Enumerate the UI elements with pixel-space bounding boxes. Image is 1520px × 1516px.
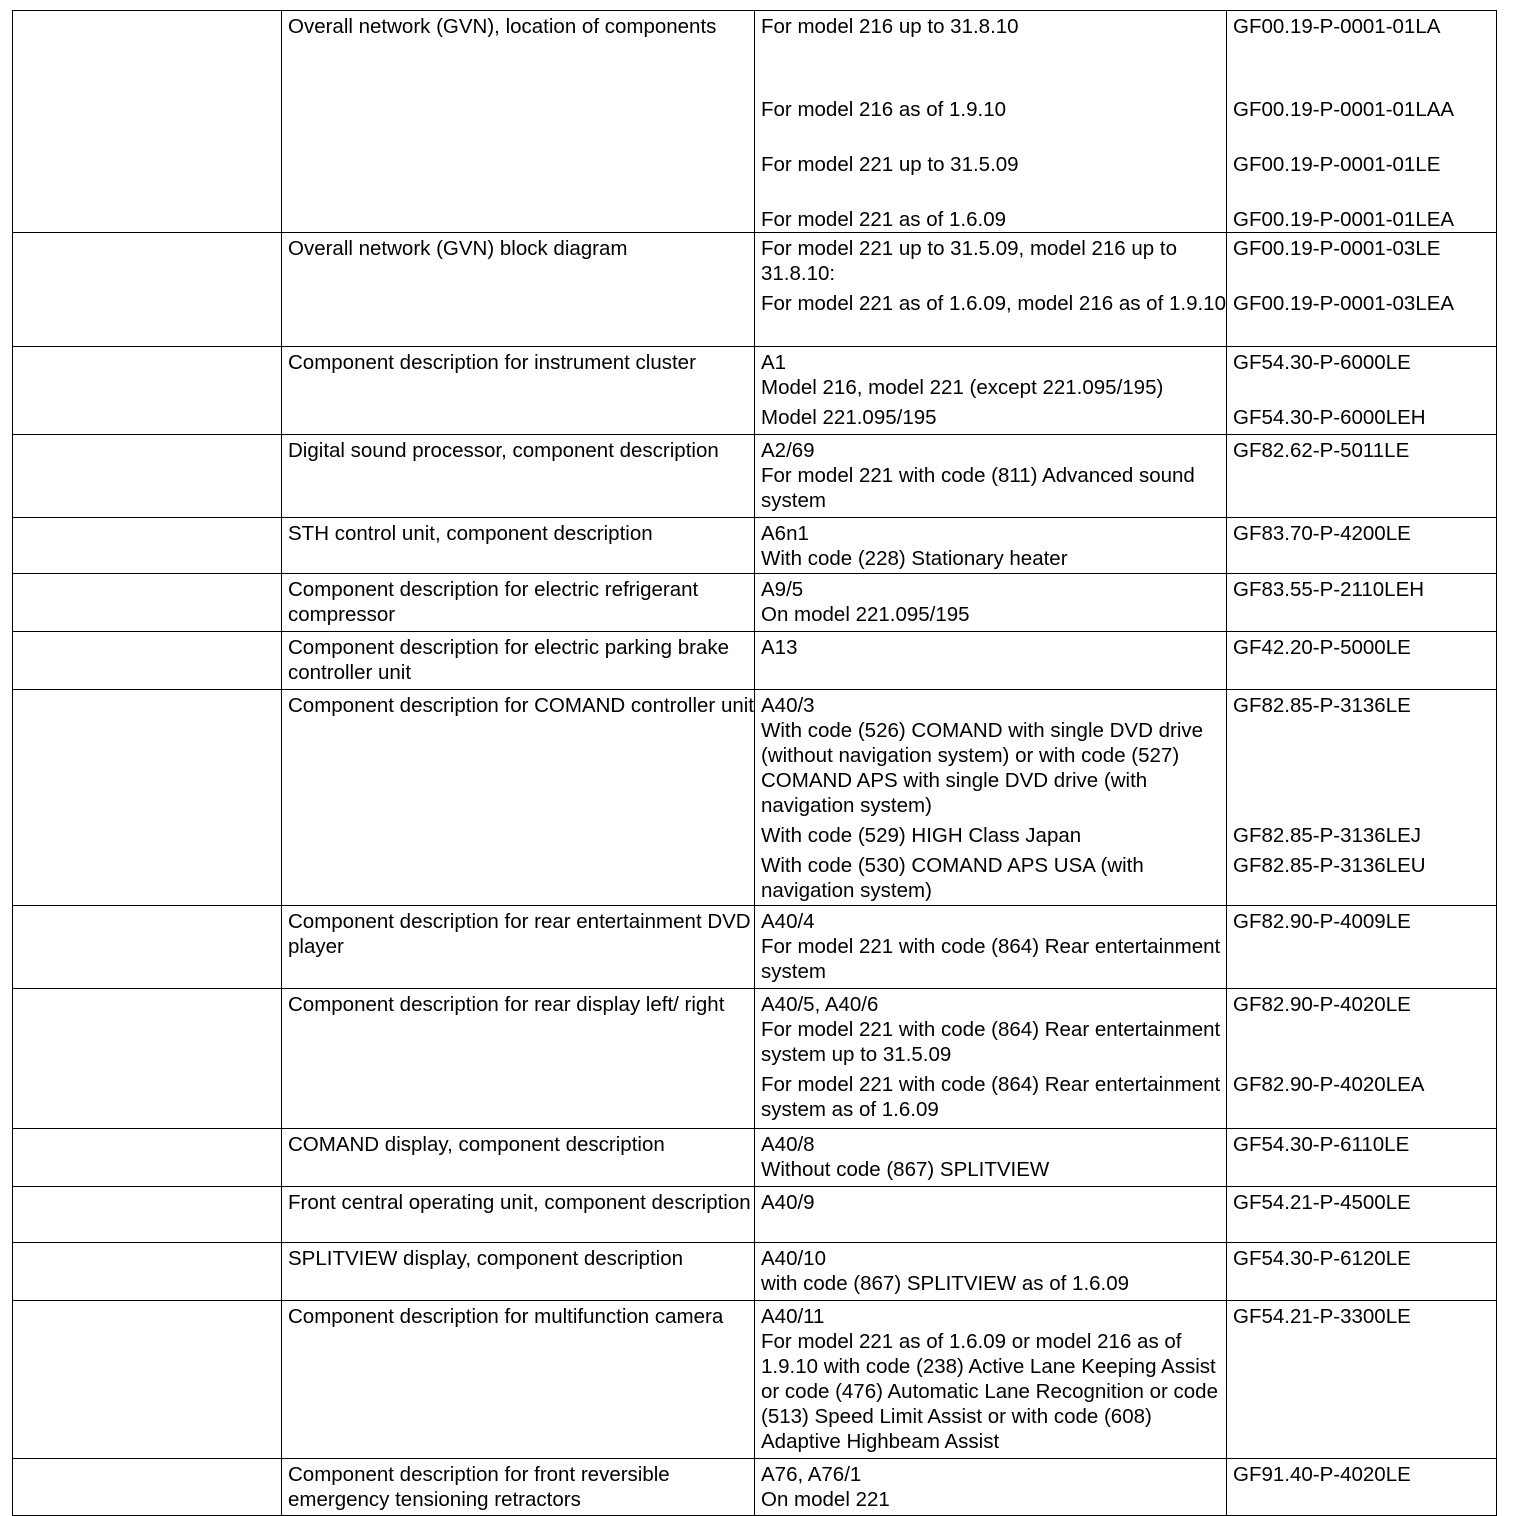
document-code: GF00.19-P-0001-03LEA bbox=[1233, 292, 1455, 315]
condition-text: For model 221 as of 1.6.09, model 216 as of 1.9.10 bbox=[761, 292, 1226, 315]
condition-cell bbox=[755, 1187, 1227, 1243]
empty-cell bbox=[13, 906, 282, 989]
component-title-cell bbox=[282, 435, 755, 518]
condition-cell bbox=[755, 1243, 1227, 1301]
component-title-cell bbox=[282, 233, 755, 347]
condition-text: For model 221 with code (864) Rear entertainment system as of 1.6.09 bbox=[761, 1073, 1221, 1121]
empty-cell bbox=[13, 1301, 282, 1459]
condition-cell bbox=[755, 347, 1227, 435]
table-row bbox=[13, 690, 1497, 906]
condition-cell bbox=[755, 1301, 1227, 1459]
document-code-cell bbox=[1227, 1459, 1497, 1516]
condition-cell bbox=[755, 11, 1227, 233]
table-row bbox=[13, 1301, 1497, 1459]
condition-cell bbox=[755, 690, 1227, 906]
condition-text: Model 221.095/195 bbox=[761, 406, 937, 429]
component-title-cell bbox=[282, 690, 755, 906]
component-title-cell bbox=[282, 574, 755, 632]
condition-cell bbox=[755, 518, 1227, 574]
condition-text: For model 221 up to 31.5.09 bbox=[761, 153, 1019, 176]
table-row bbox=[13, 518, 1497, 574]
document-code: GF54.30-P-6000LE bbox=[1233, 351, 1411, 374]
document-code-cell bbox=[1227, 11, 1497, 233]
document-code: GF83.70-P-4200LE bbox=[1233, 522, 1411, 545]
document-code: GF00.19-P-0001-01LA bbox=[1233, 15, 1441, 38]
component-title-cell bbox=[282, 11, 755, 233]
table-row bbox=[13, 11, 1497, 233]
empty-cell bbox=[13, 1243, 282, 1301]
document-code: GF82.90-P-4020LEA bbox=[1233, 1073, 1425, 1096]
document-code: GF82.90-P-4020LE bbox=[1233, 993, 1411, 1016]
document-code: GF54.30-P-6000LEH bbox=[1233, 406, 1426, 429]
document-code: GF00.19-P-0001-03LE bbox=[1233, 237, 1441, 260]
component-title: STH control unit, component description bbox=[288, 522, 653, 545]
table-row bbox=[13, 435, 1497, 518]
document-code: GF82.85-P-3136LEU bbox=[1233, 854, 1426, 877]
table-row bbox=[13, 574, 1497, 632]
document-code: GF54.21-P-3300LE bbox=[1233, 1305, 1411, 1328]
document-code: GF83.55-P-2110LEH bbox=[1233, 578, 1425, 601]
empty-cell bbox=[13, 435, 282, 518]
condition-text: For model 221 up to 31.5.09, model 216 up to 31.8.10: bbox=[761, 237, 1177, 285]
document-code: GF54.30-P-6110LE bbox=[1233, 1133, 1410, 1156]
condition-cell bbox=[755, 574, 1227, 632]
condition-cell bbox=[755, 1459, 1227, 1516]
condition-text: A40/4 For model 221 with code (864) Rear entertainment system bbox=[761, 910, 1221, 983]
condition-text: A40/11 For model 221 as of 1.6.09 or model 216 as of 1.9.10 with code (238) Active Lane Keeping Assist or code (476) Automatic Lane Recognition or code (513) Speed Limit Assist or with code (608) Adaptive Highbeam Assist bbox=[761, 1305, 1218, 1453]
document-code: GF82.62-P-5011LE bbox=[1233, 439, 1410, 462]
document-code-cell bbox=[1227, 989, 1497, 1129]
table-row bbox=[13, 989, 1497, 1129]
empty-cell bbox=[13, 632, 282, 690]
condition-text: For model 221 as of 1.6.09 bbox=[761, 208, 1007, 231]
condition-text: A13 bbox=[761, 636, 798, 659]
condition-cell bbox=[755, 632, 1227, 690]
document-code: GF82.85-P-3136LEJ bbox=[1233, 824, 1422, 847]
table-row bbox=[13, 1129, 1497, 1187]
condition-cell bbox=[755, 989, 1227, 1129]
empty-cell bbox=[13, 347, 282, 435]
document-code-cell bbox=[1227, 1187, 1497, 1243]
component-title: COMAND display, component description bbox=[288, 1133, 665, 1156]
component-title-cell bbox=[282, 989, 755, 1129]
table-row bbox=[13, 632, 1497, 690]
document-code: GF00.19-P-0001-01LAA bbox=[1233, 98, 1455, 121]
component-title-cell bbox=[282, 906, 755, 989]
component-title: SPLITVIEW display, component description bbox=[288, 1247, 683, 1270]
document-code-cell bbox=[1227, 347, 1497, 435]
condition-text: A40/9 bbox=[761, 1191, 815, 1214]
document-code-cell bbox=[1227, 233, 1497, 347]
document-code-cell bbox=[1227, 1243, 1497, 1301]
document-code: GF82.90-P-4009LE bbox=[1233, 910, 1411, 933]
table-row bbox=[13, 1459, 1497, 1516]
component-title-cell bbox=[282, 1301, 755, 1459]
empty-cell bbox=[13, 11, 282, 233]
document-code: GF00.19-P-0001-01LEA bbox=[1233, 208, 1455, 231]
table-row bbox=[13, 906, 1497, 989]
document-code-cell bbox=[1227, 574, 1497, 632]
condition-text: For model 216 as of 1.9.10 bbox=[761, 98, 1007, 121]
component-title-cell bbox=[282, 1129, 755, 1187]
empty-cell bbox=[13, 690, 282, 906]
empty-cell bbox=[13, 1187, 282, 1243]
component-title-cell bbox=[282, 1459, 755, 1516]
component-title: Component description for electric parking brake controller unit bbox=[288, 636, 729, 684]
component-title: Component description for rear display left/ right bbox=[288, 993, 725, 1016]
component-title: Digital sound processor, component description bbox=[288, 439, 719, 462]
empty-cell bbox=[13, 1459, 282, 1516]
document-code: GF54.30-P-6120LE bbox=[1233, 1247, 1411, 1270]
document-code-cell bbox=[1227, 1129, 1497, 1187]
component-title-cell bbox=[282, 347, 755, 435]
condition-text: A40/10 with code (867) SPLITVIEW as of 1.6.09 bbox=[761, 1247, 1130, 1295]
condition-text: For model 216 up to 31.8.10 bbox=[761, 15, 1019, 38]
document-code-cell bbox=[1227, 518, 1497, 574]
component-title: Component description for front reversible emergency tensioning retractors bbox=[288, 1463, 670, 1511]
component-title: Front central operating unit, component description bbox=[288, 1191, 751, 1214]
component-title: Component description for instrument cluster bbox=[288, 351, 696, 374]
condition-text: A2/69 For model 221 with code (811) Advanced sound system bbox=[761, 439, 1195, 512]
empty-cell bbox=[13, 518, 282, 574]
document-code-cell bbox=[1227, 1301, 1497, 1459]
document-code-cell bbox=[1227, 632, 1497, 690]
table-row bbox=[13, 1187, 1497, 1243]
document-code-cell bbox=[1227, 435, 1497, 518]
reference-table bbox=[12, 10, 1497, 1516]
condition-cell bbox=[755, 1129, 1227, 1187]
component-title-cell bbox=[282, 518, 755, 574]
empty-cell bbox=[13, 574, 282, 632]
table-row bbox=[13, 233, 1497, 347]
condition-text: With code (530) COMAND APS USA (with navigation system) bbox=[761, 854, 1144, 902]
condition-cell bbox=[755, 435, 1227, 518]
condition-text: A40/8 Without code (867) SPLITVIEW bbox=[761, 1133, 1050, 1181]
condition-cell bbox=[755, 906, 1227, 989]
component-title: Overall network (GVN) block diagram bbox=[288, 237, 628, 260]
document-code-cell bbox=[1227, 906, 1497, 989]
component-title-cell bbox=[282, 1243, 755, 1301]
empty-cell bbox=[13, 233, 282, 347]
document-code: GF91.40-P-4020LE bbox=[1233, 1463, 1411, 1486]
condition-text: A76, A76/1 On model 221 bbox=[761, 1463, 890, 1511]
condition-text: A6n1 With code (228) Stationary heater bbox=[761, 522, 1068, 570]
component-title-cell bbox=[282, 1187, 755, 1243]
component-title-cell bbox=[282, 632, 755, 690]
table-body bbox=[13, 11, 1497, 1516]
component-title: Overall network (GVN), location of components bbox=[288, 15, 717, 38]
component-title: Component description for COMAND controller unit bbox=[288, 694, 754, 717]
table-row bbox=[13, 347, 1497, 435]
condition-cell bbox=[755, 233, 1227, 347]
condition-text: With code (529) HIGH Class Japan bbox=[761, 824, 1082, 847]
component-title: Component description for multifunction camera bbox=[288, 1305, 724, 1328]
condition-text: A40/3 With code (526) COMAND with single DVD drive (without navigation system) or with code (527) COMAND APS with single DVD drive (with navigation system) bbox=[761, 694, 1204, 817]
empty-cell bbox=[13, 1129, 282, 1187]
empty-cell bbox=[13, 989, 282, 1129]
component-title: Component description for electric refrigerant compressor bbox=[288, 578, 699, 626]
component-title: Component description for rear entertainment DVD player bbox=[288, 910, 751, 958]
document-code: GF54.21-P-4500LE bbox=[1233, 1191, 1411, 1214]
table-row bbox=[13, 1243, 1497, 1301]
document-code: GF82.85-P-3136LE bbox=[1233, 694, 1411, 717]
condition-text: A9/5 On model 221.095/195 bbox=[761, 578, 970, 626]
document-code: GF00.19-P-0001-01LE bbox=[1233, 153, 1441, 176]
condition-text: A1 Model 216, model 221 (except 221.095/195) bbox=[761, 351, 1164, 399]
condition-text: A40/5, A40/6 For model 221 with code (864) Rear entertainment system up to 31.5.09 bbox=[761, 993, 1221, 1066]
document-code-cell bbox=[1227, 690, 1497, 906]
document-code: GF42.20-P-5000LE bbox=[1233, 636, 1411, 659]
